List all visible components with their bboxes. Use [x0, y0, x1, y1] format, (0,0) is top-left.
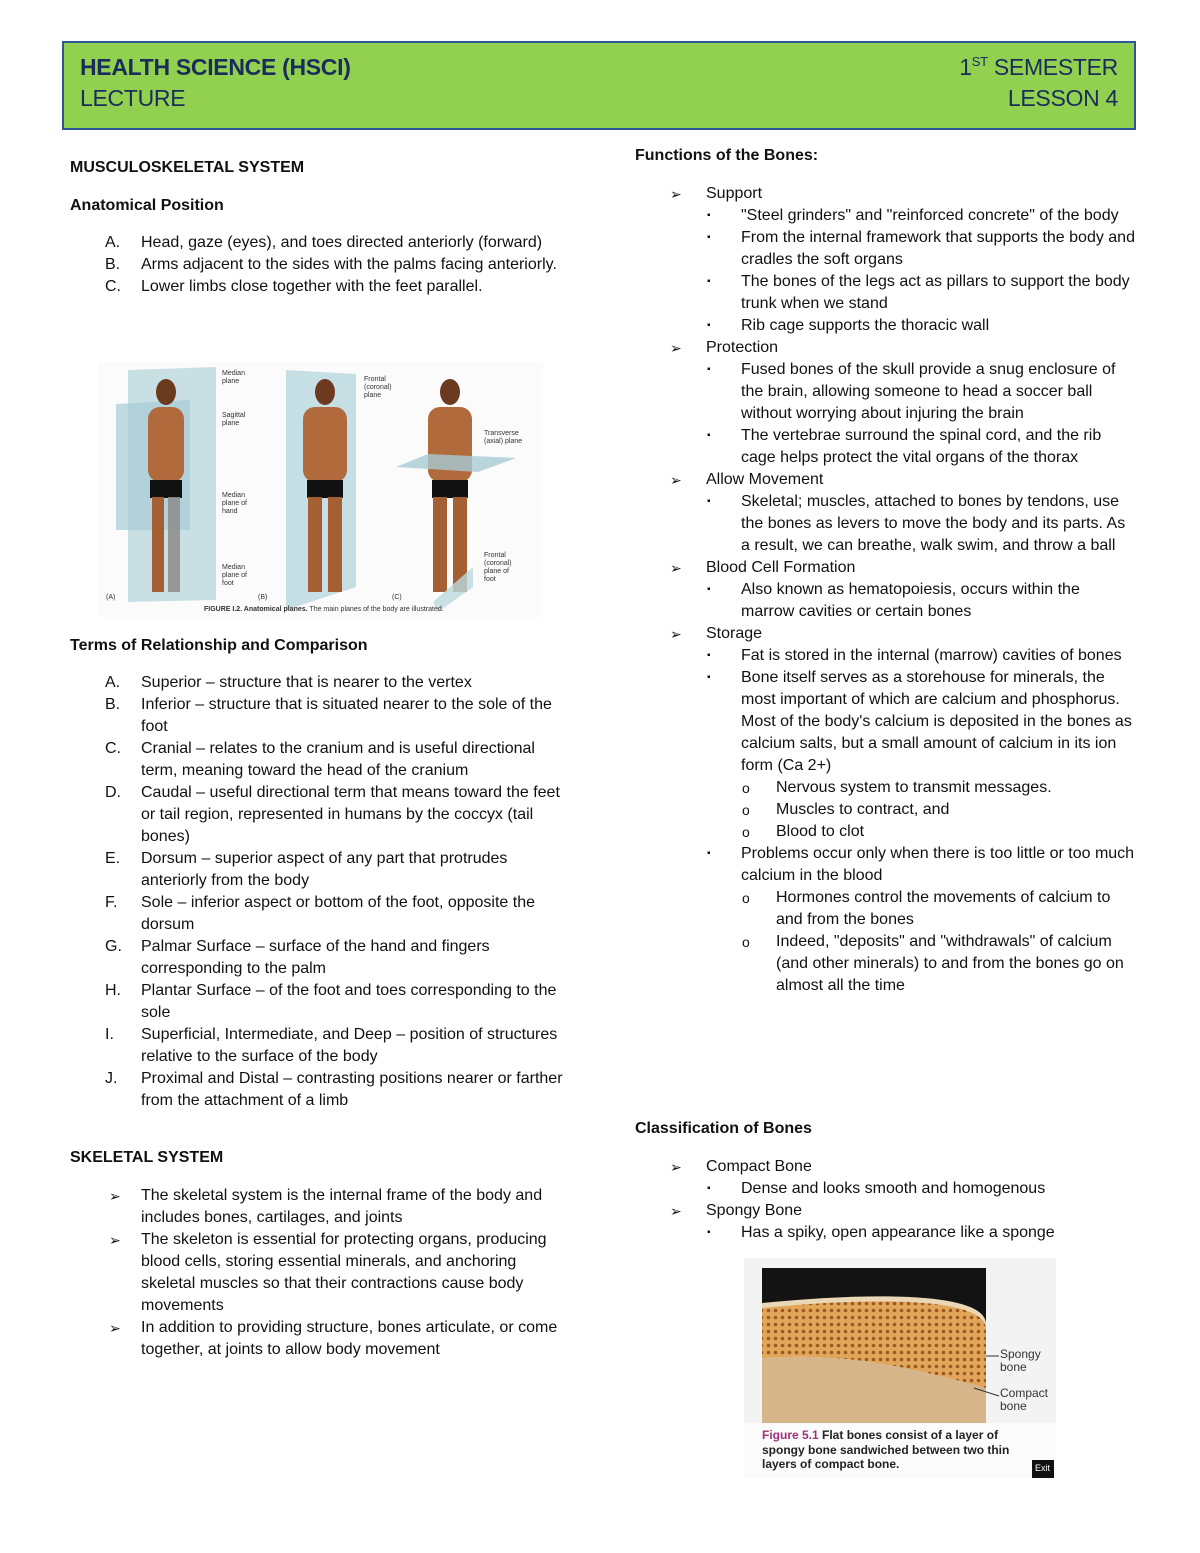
- item-text: Palmar Surface – surface of the hand and fingers corresponding to the palm: [141, 938, 490, 977]
- sub-list: [635, 887, 1135, 997]
- sub-list: [635, 205, 1135, 337]
- item-label: Storage: [706, 625, 763, 642]
- list-marker: H.: [105, 982, 121, 999]
- item-text: Indeed, "deposits" and "withdrawals" of calcium (and other minerals) to and from the bones go on almost all the time: [776, 933, 1124, 994]
- item-text: Dense and looks smooth and homogenous: [741, 1180, 1046, 1197]
- left-column-top: [70, 157, 570, 298]
- item-text: Fat is stored in the internal (marrow) cavities of bones: [741, 647, 1122, 664]
- bone-figure-caption: [762, 1428, 1032, 1472]
- square-bullet-icon: ▪: [707, 364, 711, 375]
- arrow-bullet-icon: ➢: [670, 1203, 682, 1219]
- item-text: Superficial, Intermediate, and Deep – position of structures relative to the surface of the body: [141, 1026, 558, 1065]
- list-marker: D.: [105, 784, 121, 801]
- figure-label: Median plane of foot: [222, 564, 247, 587]
- item-text: Nervous system to transmit messages.: [776, 779, 1052, 796]
- list-marker: B.: [105, 696, 121, 713]
- semester-number: 1: [959, 54, 972, 80]
- item-text: Hormones control the movements of calcium to and from the bones: [776, 889, 1111, 928]
- skeletal-list: [70, 1185, 570, 1361]
- list-item: [635, 777, 1135, 799]
- item-text: Arms adjacent to the sides with the palms facing anteriorly.: [141, 256, 557, 273]
- square-bullet-icon: ▪: [707, 672, 711, 683]
- sub-list: [635, 579, 1135, 623]
- arrow-bullet-icon: ➢: [670, 472, 682, 488]
- list-marker: B.: [105, 256, 121, 273]
- list-item: [635, 359, 1135, 425]
- panel-label: (A): [106, 594, 116, 601]
- function-item-support: [635, 183, 1135, 337]
- item-text: Bone itself serves as a storehouse for minerals, the most important of which are calcium and phosphorus. Most of the body's calcium is deposited in the bones as calcium salts, but a small amount of calcium in its ion form (Ca 2+): [741, 669, 1132, 774]
- arrow-bullet-icon: ➢: [109, 1232, 121, 1248]
- square-bullet-icon: ▪: [707, 650, 711, 661]
- list-item: [70, 232, 570, 254]
- item-text: Head, gaze (eyes), and toes directed anteriorly (forward): [141, 234, 543, 251]
- item-text: Caudal – useful directional term that means toward the feet or tail region, represented in humans by the coccyx (tail bones): [141, 784, 560, 845]
- list-item: [70, 1229, 570, 1317]
- anatomical-list: [70, 232, 570, 298]
- list-item: [70, 892, 570, 936]
- square-bullet-icon: ▪: [707, 430, 711, 441]
- terms-section: [70, 635, 570, 1112]
- list-marker: J.: [105, 1070, 118, 1087]
- square-bullet-icon: ▪: [707, 1227, 711, 1238]
- item-label: Support: [706, 185, 763, 202]
- square-bullet-icon: ▪: [707, 276, 711, 287]
- square-bullet-icon: ▪: [707, 232, 711, 243]
- list-item: [635, 1156, 1135, 1200]
- arrow-bullet-icon: ➢: [670, 1159, 682, 1175]
- item-text: Lower limbs close together with the feet parallel.: [141, 278, 483, 295]
- panel-label: (B): [258, 594, 268, 601]
- caption-title: FIGURE I.2. Anatomical planes.: [204, 606, 308, 613]
- item-text: Superior – structure that is nearer to the vertex: [141, 674, 472, 691]
- list-item: [70, 738, 570, 782]
- square-bullet-icon: ▪: [707, 210, 711, 221]
- function-item-blood: [635, 557, 1135, 623]
- list-item: [635, 645, 1135, 667]
- item-text: Fused bones of the skull provide a snug enclosure of the brain, allowing someone to head a soccer ball without worrying about injuring the brain: [741, 361, 1116, 422]
- header-banner: [62, 41, 1136, 130]
- item-text: The bones of the legs act as pillars to support the body trunk when we stand: [741, 273, 1130, 312]
- item-text: Plantar Surface – of the foot and toes corresponding to the sole: [141, 982, 557, 1021]
- item-text: Problems occur only when there is too little or too much calcium in the blood: [741, 845, 1135, 884]
- list-item: [635, 205, 1135, 227]
- functions-list: [635, 183, 1135, 997]
- list-item: [635, 931, 1135, 997]
- list-item: [635, 271, 1135, 315]
- item-text: From the internal framework that supports the body and cradles the soft organs: [741, 229, 1135, 268]
- figure-label: Frontal (coronal) plane of foot: [484, 552, 512, 583]
- item-text: The skeleton is essential for protecting organs, producing blood cells, storing essential minerals, and anchoring skeletal muscles so that their contractions cause body movements: [141, 1231, 547, 1314]
- item-label: Spongy Bone: [706, 1202, 803, 1219]
- list-item: [635, 227, 1135, 271]
- item-label: Compact Bone: [706, 1158, 812, 1175]
- list-marker: G.: [105, 938, 122, 955]
- section-title: MUSCULOSKELETAL SYSTEM: [70, 159, 305, 176]
- list-item: [635, 425, 1135, 469]
- list-item: [635, 843, 1135, 997]
- list-item: [70, 1068, 570, 1112]
- square-bullet-icon: ▪: [707, 320, 711, 331]
- item-text: In addition to providing structure, bones articulate, or come together, at joints to allow body movement: [141, 1319, 558, 1358]
- list-item: [70, 1024, 570, 1068]
- arrow-bullet-icon: ➢: [670, 186, 682, 202]
- item-text: Rib cage supports the thoracic wall: [741, 317, 990, 334]
- list-item: [635, 667, 1135, 843]
- list-item: [70, 936, 570, 980]
- figure-caption: [204, 606, 444, 614]
- sub-list: [635, 359, 1135, 469]
- item-label: Allow Movement: [706, 471, 824, 488]
- square-bullet-icon: ▪: [707, 496, 711, 507]
- list-item: [635, 1222, 1135, 1244]
- lesson-number: LESSON 4: [1007, 85, 1118, 111]
- item-text: Dorsum – superior aspect of any part that protrudes anteriorly from the body: [141, 850, 508, 889]
- item-text: Inferior – structure that is situated nearer to the sole of the foot: [141, 696, 552, 735]
- sub-list: [635, 777, 1135, 843]
- item-text: Sole – inferior aspect or bottom of the foot, opposite the dorsum: [141, 894, 536, 933]
- anatomical-planes-illustration: [98, 362, 543, 617]
- circle-bullet-icon: o: [742, 890, 750, 906]
- list-marker: E.: [105, 850, 121, 867]
- list-item: [635, 821, 1135, 843]
- list-marker: C.: [105, 278, 121, 295]
- list-item: [635, 579, 1135, 623]
- classification-heading: Classification of Bones: [635, 1120, 812, 1137]
- list-item: [70, 276, 570, 298]
- exit-button[interactable]: Exit: [1035, 1463, 1051, 1473]
- caption-text: Flat bones consist of a layer of spongy bone sandwiched between two thin layers of compact bone.: [762, 1428, 1010, 1471]
- list-item: [635, 491, 1135, 557]
- semester-label: SEMESTER: [987, 54, 1118, 80]
- panel-label: (C): [392, 594, 402, 601]
- compact-bone-label: Compact bone: [1000, 1386, 1049, 1413]
- square-bullet-icon: ▪: [707, 848, 711, 859]
- list-marker: A.: [105, 674, 121, 691]
- caption-text: The main planes of the body are illustrated.: [307, 606, 444, 613]
- figure-label: Sagittal plane: [222, 412, 246, 427]
- function-item-storage: [635, 623, 1135, 997]
- arrow-bullet-icon: ➢: [670, 560, 682, 576]
- list-item: [635, 315, 1135, 337]
- skeletal-section: [70, 1147, 570, 1361]
- square-bullet-icon: ▪: [707, 584, 711, 595]
- item-text: Muscles to contract, and: [776, 801, 950, 818]
- skeletal-heading: SKELETAL SYSTEM: [70, 1149, 224, 1166]
- figure-label: Transverse (axial) plane: [484, 430, 523, 445]
- list-item: [70, 1185, 570, 1229]
- list-item: [70, 980, 570, 1024]
- list-item: [635, 887, 1135, 931]
- item-text: Also known as hematopoiesis, occurs within the marrow cavities or certain bones: [741, 581, 1080, 620]
- figure-label: Frontal (coronal) plane: [364, 376, 392, 399]
- arrow-bullet-icon: ➢: [670, 626, 682, 642]
- arrow-bullet-icon: ➢: [109, 1320, 121, 1336]
- list-item: [635, 799, 1135, 821]
- classification-list: [635, 1156, 1135, 1244]
- square-bullet-icon: ▪: [707, 1183, 711, 1194]
- function-item-protection: [635, 337, 1135, 469]
- item-text: "Steel grinders" and "reinforced concrete" of the body: [741, 207, 1119, 224]
- functions-section: [635, 145, 1135, 997]
- list-marker: F.: [105, 894, 118, 911]
- semester-suffix: ST: [971, 54, 988, 69]
- terms-list: [70, 672, 570, 1112]
- item-text: The vertebrae surround the spinal cord, and the rib cage helps protect the vital organs of the thorax: [741, 427, 1102, 466]
- list-item: [635, 1178, 1135, 1200]
- list-item: [635, 1200, 1135, 1244]
- list-item: [70, 694, 570, 738]
- item-label: Blood Cell Formation: [706, 559, 856, 576]
- item-text: Has a spiky, open appearance like a sponge: [741, 1224, 1055, 1241]
- sub-list: [635, 491, 1135, 557]
- list-marker: I.: [105, 1026, 114, 1043]
- bone-figure: [744, 1258, 1056, 1478]
- anatomical-planes-figure: [98, 362, 543, 617]
- spongy-bone-label: Spongy bone: [1000, 1347, 1041, 1374]
- caption-number: Figure 5.1: [762, 1428, 819, 1442]
- arrow-bullet-icon: ➢: [670, 340, 682, 356]
- function-item-movement: [635, 469, 1135, 557]
- list-marker: A.: [105, 234, 121, 251]
- item-text: The skeletal system is the internal frame of the body and includes bones, cartilages, and joints: [141, 1187, 543, 1226]
- circle-bullet-icon: o: [742, 824, 750, 840]
- list-item: [70, 1317, 570, 1361]
- list-marker: C.: [105, 740, 121, 757]
- course-title: HEALTH SCIENCE (HSCI): [80, 54, 351, 80]
- terms-heading: Terms of Relationship and Comparison: [70, 637, 368, 654]
- sub-list: [635, 645, 1135, 997]
- item-text: Cranial – relates to the cranium and is useful directional term, meaning toward the head of the cranium: [141, 740, 535, 779]
- circle-bullet-icon: o: [742, 780, 750, 796]
- item-text: Skeletal; muscles, attached to bones by tendons, use the bones as levers to move the body and its parts. As a result, we can breathe, walk swim, and throw a ball: [741, 493, 1126, 554]
- functions-heading: Functions of the Bones:: [635, 147, 819, 164]
- figure-label: Median plane: [222, 370, 245, 385]
- semester: [959, 54, 1118, 81]
- item-text: Proximal and Distal – contrasting positions nearer or farther from the attachment of a limb: [141, 1070, 563, 1109]
- list-item: [70, 848, 570, 892]
- anatomical-heading: Anatomical Position: [70, 197, 224, 214]
- list-item: [70, 254, 570, 276]
- circle-bullet-icon: o: [742, 934, 750, 950]
- list-item: [70, 782, 570, 848]
- document-type: LECTURE: [80, 85, 186, 111]
- circle-bullet-icon: o: [742, 802, 750, 818]
- item-label: Protection: [706, 339, 779, 356]
- figure-label: Median plane of hand: [222, 492, 247, 515]
- item-text: Blood to clot: [776, 823, 865, 840]
- classification-section: [635, 1118, 1135, 1244]
- arrow-bullet-icon: ➢: [109, 1188, 121, 1204]
- list-item: [70, 672, 570, 694]
